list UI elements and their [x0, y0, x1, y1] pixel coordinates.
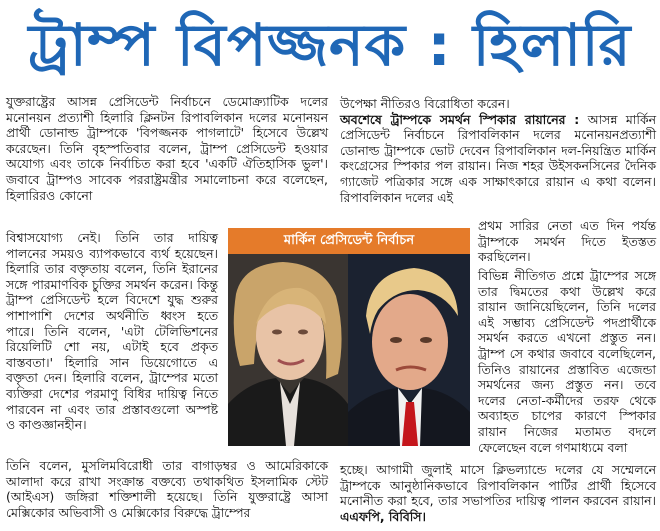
- article-paragraph: যুক্তরাষ্ট্রের আসন্ন প্রেসিডেন্ট নির্বাচনে ডেমোক্র্যাটিক দলের মনোনয়ন প্রত্যাশী হিলারি ক্লিনটন রিপাবলিকান দলের মনোনয়ন প্রার্থী ডোনাল্ড ট্রাম্পকে 'বিপজ্জনক পাগলাটে' হিসেবে উল্লেখ করেছেন। তিনি বৃহস্পতিবার বলেন, ট্রাম্প প্রেসিডেন্ট হওয়ার অযোগ্য এবং তাকে নির্বাচিত করা হবে 'একটি ঐতিহাসিক ভুল'। জবাবে ট্রাম্পও সাবেক পররাষ্ট্রমন্ত্রীর সমালোচনা করে বলেছেন, হিলারিরও কোনো: [6, 94, 328, 203]
- article-left-column-middle: [6, 230, 218, 454]
- article-right-column-middle: [478, 268, 656, 462]
- subhead: অবশেষে ট্রাম্পকে সমর্থন স্পিকার রায়ানের :: [340, 111, 580, 127]
- article-text: আসন্ন মার্কিন প্রেসিডেন্ট নির্বাচনে রিপাবলিকান দলের মনোনয়নপ্রত্যাশী ডোনাল্ড ট্রাম্পকে ভোট দেবেন রিপাবলিকান দল-নিয়ন্ত্রিত মার্কিন কংগ্রেসের স্পিকার পল রায়ান। নিজ শহর উইসকনসিনের দৈনিক গ্যাজেট পত্রিকার সঙ্গে এক সাক্ষাৎকারে রায়ান এ কথা বলেন। রিপাবলিকান দলের এই: [340, 111, 657, 205]
- article-paragraph: [340, 462, 656, 524]
- trump-portrait-image: [348, 254, 470, 446]
- article-right-column-top: [340, 96, 656, 218]
- news-photo: [228, 228, 470, 446]
- article-paragraph: তিনি বলেন, মুসলিমবিরোধী তার বাগাড়ম্বর ও আমেরিকাকে আলাদা করে রাখা সংক্রান্ত বক্তব্যে তথাকথিত ইসলামিক স্টেট (আইএস) জঙ্গিরা শক্তিশালী হয়েছে। তিনি যুক্তরাষ্ট্রে আসা মেক্সিকোর অভিবাসী ও মেক্সিকোর বিরুদ্ধে ট্রাম্পের: [6, 458, 328, 520]
- article-paragraph: [340, 112, 656, 206]
- article-paragraph: বিশ্বাসযোগ্য নেই। তিনি তার দায়িত্ব পালনের সময়ও ব্যাপকভাবে ব্যর্থ হয়েছেন। হিলারি তার বক্তৃতায় বলেন, তিনি ইরানের সঙ্গে পারমাণবিক চুক্তির সমর্থন করেন। কিন্তু ট্রাম্প প্রেসিডেন্ট হলে বিদেশে যুদ্ধ শুরুর পাশাপাশি দেশের অর্থনীতি ধ্বংস হতে পারে। তিনি বলেন, 'এটা টেলিভিশনের রিয়েলিটি শো নয়, এটাই হবে প্রকৃত বাস্তবতা।' হিলারি সান ডিয়েগোতে এ বক্তৃতা দেন। হিলারি বলেন, ট্রাম্পের মতো ব্যক্তিরা দেশের পরমাণু বিধির দায়িত্ব নিতে পারবেন না এবং তার প্রস্তাবগুলো অস্পষ্ট ও কাণ্ডজ্ঞানহীন।: [6, 230, 218, 433]
- article-paragraph: প্রথম সারির নেতা এত দিন পর্যন্ত ট্রাম্পকে সমর্থন দিতে ইতস্তত করছিলেন।: [478, 218, 656, 265]
- article-left-column-top: [6, 94, 328, 228]
- article-right-column-upper: [478, 218, 656, 266]
- photo-caption: মার্কিন প্রেসিডেন্ট নির্বাচন: [228, 228, 470, 254]
- headline: ট্রাম্প বিপজ্জনক : হিলারি: [28, 11, 632, 79]
- article-right-column-bottom: [340, 462, 656, 531]
- article-left-column-bottom: [6, 458, 328, 531]
- article-text: হচ্ছে। আগামী জুলাই মাসে ক্লিভল্যান্ডে দলের যে সম্মেলনে ট্রাম্পকে আনুষ্ঠানিকভাবে রিপাবলিকান পার্টির প্রার্থী হিসেবে মনোনীত করা হবে, তার সভাপতির দায়িত্ব পালন করবেন রায়ান।: [340, 462, 656, 509]
- article-paragraph: উপেক্ষা নীতিরও বিরোধিতা করেন।: [340, 96, 510, 111]
- article-paragraph: বিভিন্ন নীতিগত প্রশ্নে ট্রাম্পের সঙ্গে তার দ্বিমতের কথা উল্লেখ করে রায়ান জানিয়েছিলেন, তিনি দলের এই সম্ভাব্য প্রেসিডেন্ট পদপ্রার্থীকে সমর্থন করতে এখনো প্রস্তুত নন। ট্রাম্প সে কথার জবাবে বলেছিলেন, তিনিও রায়ানের প্রস্তাবিত এজেন্ডা সমর্থনের জন্য প্রস্তুত নন। তবে দলের নেতা-কর্মীদের তরফ থেকে অব্যাহত চাপের কারণে স্পিকার রায়ান নিজের মতামত বদলে ফেলেছেন বলে গণমাধ্যমে বলা: [478, 268, 656, 455]
- clinton-portrait-image: [228, 254, 348, 446]
- news-agency-credit: এএফপি, বিবিসি।: [340, 508, 426, 524]
